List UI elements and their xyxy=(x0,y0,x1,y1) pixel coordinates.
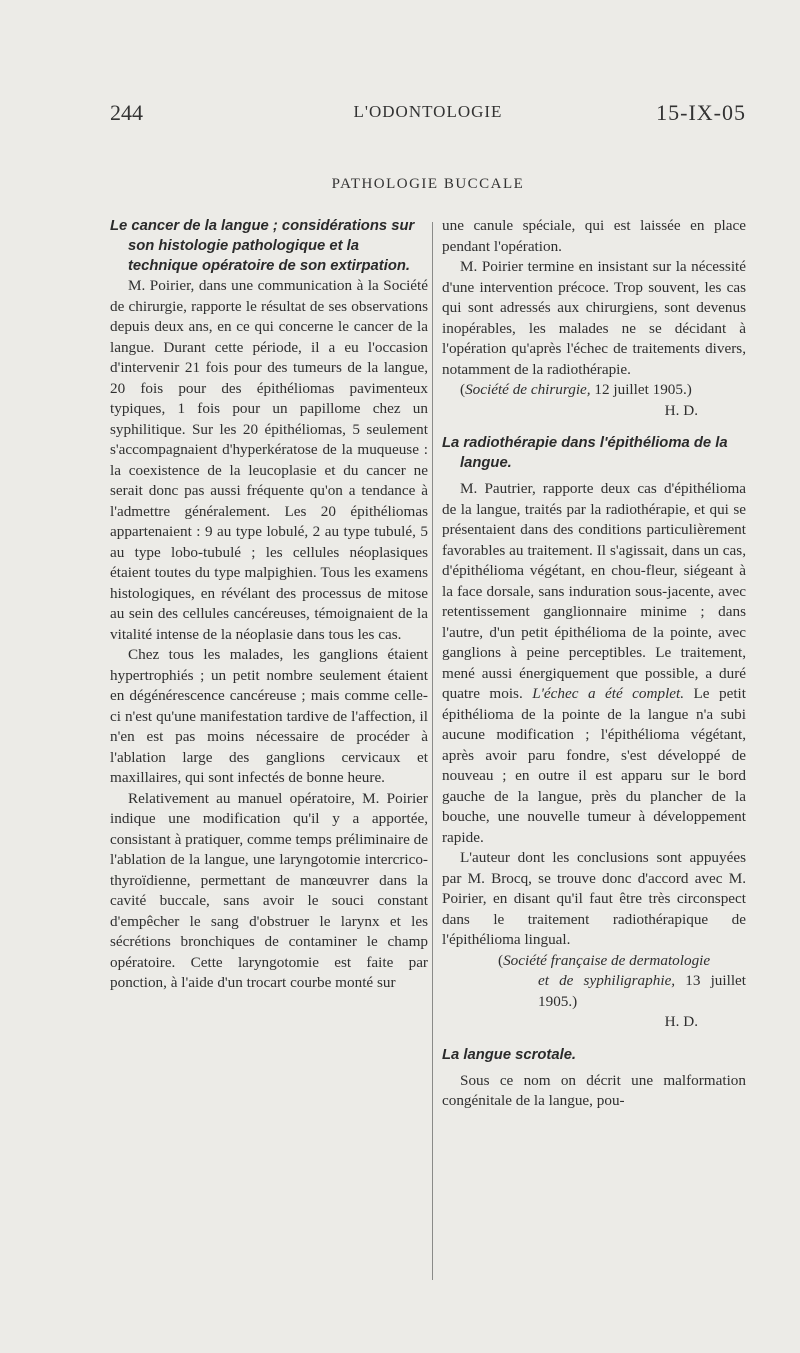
paragraph: M. Poirier, dans une communication à la Société de chirurgie, rapporte le résultat de ses observations depuis deux ans, en ce qui concerne le cancer de la langue. Durant cette période, il a eu l'occasion d'intervenir 21 fois pour des tumeurs de la langue, 20 fois pour des épithéliomas pavimenteux typiques, 1 fois pour un papillome chez un syphilitique. Sur les 20 épithéliomas, 5 seulement s'accompagnaient d'hyperkératose de la muqueuse : la coexistence de la leucoplasie et du cancer ne serait donc pas aussi fréquente qu'on a tendance à l'admettre généralement. Les 20 épithéliomas appartenaient : 9 au type lobulé, 2 au type tubulé, 5 au type lobo-tubulé ; les cellules néoplasiques étaient toutes du type malpighien. Tous les examens histologiques, en révélant des processus de mitose au sein des cellules cancéreuses, témoignaient de la vitalité intense de la néoplasie dans tous les cas. xyxy=(110,277,428,643)
paragraph: une canule spéciale, qui est laissée en place pendant l'opération. xyxy=(442,217,746,255)
source-citation: (Société de chirurgie, 12 juillet 1905.) xyxy=(460,381,692,398)
author-signature: H. D. xyxy=(664,1013,698,1030)
paragraph-text: Le petit épithélioma de la pointe de la langue n'a subi aucune modification ; l'épithélioma végétant, après avoir paru fondre, s'est développé de nouveau ; en outre il est apparu sur le bord gauche de la langue, près du plancher de la bouche, une nouvelle tumeur à développement rapide. xyxy=(442,685,746,846)
paragraph xyxy=(442,479,746,848)
article-title-langue-scrotale: La langue scrotale. xyxy=(442,1046,577,1063)
running-header xyxy=(110,100,746,130)
section-title: PATHOLOGIE BUCCALE xyxy=(331,176,525,192)
source-date: 13 juillet 1905.) xyxy=(538,972,747,1010)
journal-title: L'ODONTOLOGIE xyxy=(353,102,503,121)
paragraph: Relativement au manuel opératoire, M. Poirier indique une modification qu'il y a apportée, consistant à pratiquer, comme temps préliminaire de l'ablation de la langue, une laryngotomie intercrico-thyroïdienne, permettant de manœuvrer dans la cavité buccale, sans avoir le souci constant d'empêcher le sang d'obstruer le larynx et les sécrétions bronchiques de contaminer le champ opératoire. Cette laryngotomie est faite par ponction, à l'aide d'un trocart courbe monté sur xyxy=(110,789,428,991)
source-citation: (Société française de dermatologie et de syphiligraphie, 13 juillet 1905.) xyxy=(498,951,747,1010)
right-column xyxy=(442,216,746,1112)
issue-date: 15-IX-05 xyxy=(656,100,746,125)
column-divider xyxy=(432,222,433,1280)
page-number: 244 xyxy=(110,100,143,125)
source-name: Société de chirurgie, xyxy=(465,381,591,398)
source-name-cont: et de syphiligraphie, xyxy=(538,972,676,989)
source-name: Société française de dermatologie xyxy=(503,951,711,969)
article-title-radiotherapie: La radiothérapie dans l'épithélioma de la langue. xyxy=(442,435,728,471)
paragraph: L'auteur dont les conclusions sont appuyées par M. Brocq, se trouve donc d'accord avec M. Poirier, en disant qu'il faut être très circonspect dans le traitement radiothérapique de l'épithélioma lingual. xyxy=(442,849,746,948)
paragraph: M. Poirier termine en insistant sur la nécessité d'une intervention précoce. Trop souvent, les cas qui sont adressés aux chirurgiens, sont devenus inopérables, les malades ne se décidant à l'opération qu'après l'échec de traitements divers, notamment de la radiothérapie. xyxy=(442,258,746,378)
author-signature: H. D. xyxy=(664,401,698,419)
paragraph: Chez tous les malades, les ganglions étaient hypertrophiés ; un petit nombre seulement étaient en dégénérescence cancéreuse ; mais comme celle-ci n'est qu'une manifestation tardive de l'affection, il n'en est pas moins nécessaire de procéder à l'ablation large des ganglions cervicaux et maxillaires, qui sont infectés de bonne heure. xyxy=(110,646,428,786)
article-title-cancer: Le cancer de la langue ; considérations sur son histologie pathologique et la technique opératoire de son extirpation. xyxy=(110,218,415,274)
source-date: 12 juillet 1905.) xyxy=(594,381,692,398)
emphasis: L'échec a été complet. xyxy=(532,685,685,702)
paragraph-text: M. Pautrier, rapporte deux cas d'épithélioma de la langue, traités par la radiothérapie, et qui se présentaient dans des conditions particulièrement favorables au traitement. Il s'agissait, dans un cas, d'épithélioma végétant, en chou-fleur, siégeant à la face dorsale, sans induration sous-jacente, avec retentissement ganglionnaire minime ; dans l'autre, d'un petit épithélioma de la pointe, avec ganglions à peine perceptibles. Le traitement, mené aussi énergiquement que possible, a duré quatre mois. xyxy=(442,480,746,702)
left-column xyxy=(110,216,428,994)
paragraph: Sous ce nom on décrit une malformation congénitale de la langue, pou- xyxy=(442,1071,746,1109)
